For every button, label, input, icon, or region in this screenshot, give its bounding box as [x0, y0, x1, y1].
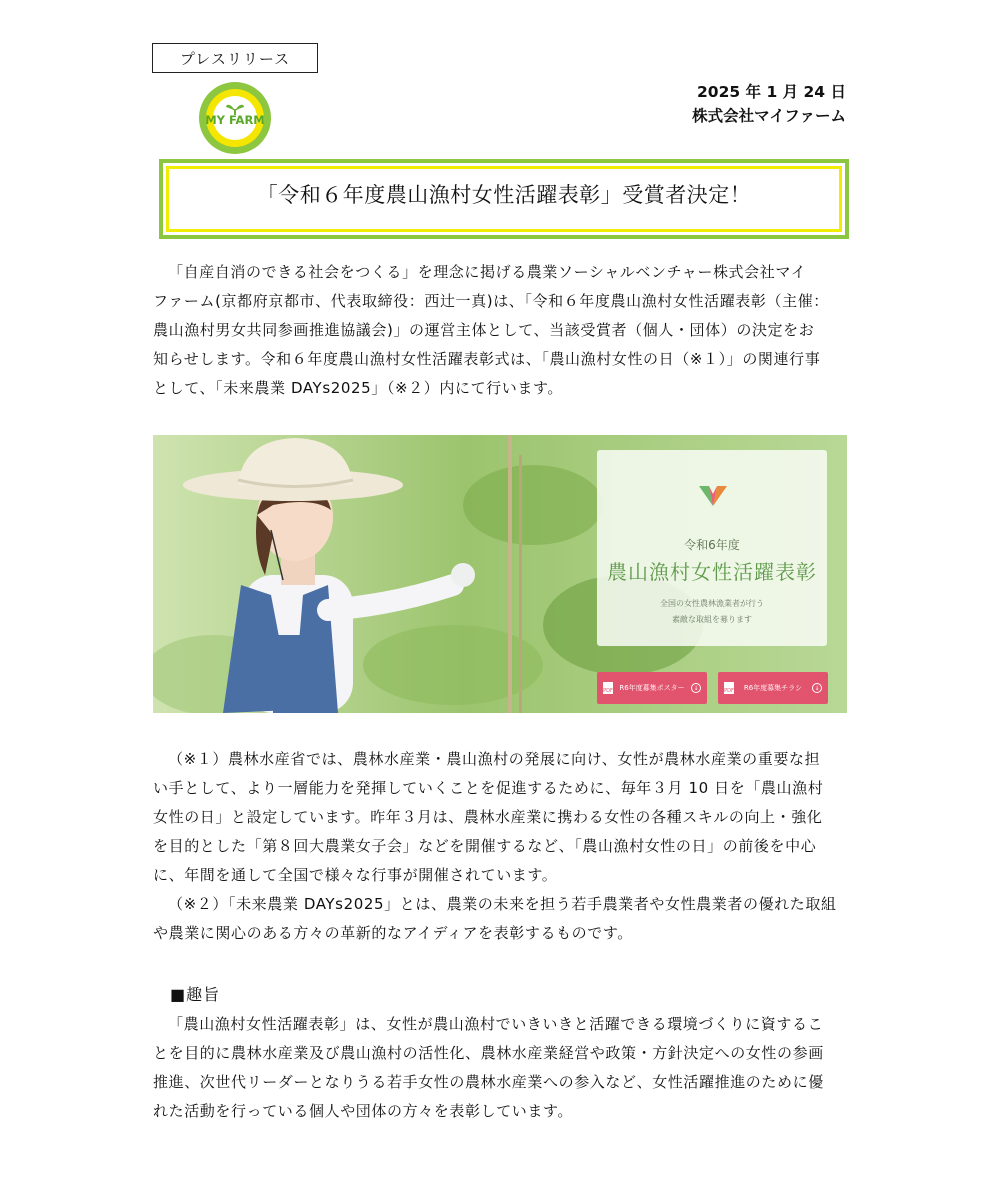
company-name: 株式会社マイファーム	[692, 107, 846, 125]
intro-line: 「自産自消のできる社会をつくる」を理念に掲げる農業ソーシャルベンチャー株式会社マイ	[168, 263, 807, 281]
card-title: 農山漁村女性活躍表彰	[607, 560, 817, 584]
section-heading: ■趣旨	[170, 985, 221, 1004]
my-farm-logo	[198, 81, 272, 155]
flyer-button-label: R6年度募集チラシ	[743, 684, 803, 692]
note-line: （※１）農林水産省では、農林水産業・農山漁村の発展に向け、女性が農林水産業の重要な担	[168, 750, 821, 768]
svg-text:MY FARM: MY FARM	[205, 113, 265, 127]
note-line: を目的とした「第８回大農業女子会」などを開催するなど、「農山漁村女性の日」の前後を中心	[153, 837, 817, 855]
card-desc-line: 全国の女性農林漁業者が行う	[660, 599, 764, 608]
poster-download-button[interactable]	[597, 672, 707, 704]
note-line: い手として、より一層能力を発揮していくことを促進するために、毎年３月 10 日を「農山漁村	[153, 779, 824, 797]
note-line: 女性の日」と設定しています。昨年３月は、農林水産業に携わる女性の各種スキルの向上・強化	[153, 808, 823, 826]
download-icon: ↓	[691, 683, 701, 693]
pdf-icon: PDF	[724, 682, 734, 694]
award-card	[597, 450, 827, 646]
purpose-line: 推進、次世代リーダーとなりうる若手女性の農林水産業への参入など、女性活躍推進のために優	[153, 1073, 824, 1091]
hero-banner-image	[153, 435, 847, 713]
intro-line: として、「未来農業 DAYs2025」（※２）内にて行います。	[153, 379, 563, 397]
note-line: に、年間を通して全国で様々な行事が開催されています。	[153, 866, 558, 884]
award-emblem-icon	[697, 484, 729, 508]
intro-line: ファーム(京都府京都市、代表取締役：西辻一真)は、「令和６年度農山漁村女性活躍表彰（主催：	[153, 292, 829, 310]
card-description	[597, 596, 827, 628]
poster-button-label: R6年度募集ポスター	[619, 684, 685, 692]
press-release-tag: プレスリリース	[152, 43, 318, 73]
purpose-line: とを目的に農林水産業及び農山漁村の活性化、農林水産業経営や政策・方針決定への女性の参画	[153, 1044, 824, 1062]
flyer-download-button[interactable]	[718, 672, 828, 704]
purpose-line: れた活動を行っている個人や団体の方々を表彰しています。	[153, 1102, 574, 1120]
title-frame	[159, 159, 849, 239]
page-title: 「令和６年度農山漁村女性活躍表彰」受賞者決定！	[166, 166, 842, 232]
note-line: （※２）「未来農業 DAYs2025」とは、農業の未来を担う若手農業者や女性農業者の優れた取組	[168, 895, 837, 913]
purpose-line: 「農山漁村女性活躍表彰」は、女性が農山漁村でいきいきと活躍できる環境づくりに資するこ	[168, 1015, 824, 1033]
intro-paragraph	[153, 258, 848, 403]
release-date: 2025 年 1 月 24 日	[697, 83, 846, 101]
release-meta	[692, 80, 846, 128]
download-icon: ↓	[812, 683, 822, 693]
intro-line: 農山漁村男女共同参画推進協議会)」の運営主体として、当該受賞者（個人・団体）の決定をお	[153, 321, 815, 339]
card-desc-line: 素敵な取組を募ります	[672, 615, 752, 624]
pdf-icon: PDF	[603, 682, 613, 694]
note-line: や農業に関心のある方々の革新的なアイディアを表彰するものです。	[153, 924, 633, 942]
notes-paragraph	[153, 745, 848, 948]
intro-line: 知らせします。令和６年度農山漁村女性活躍表彰式は、「農山漁村女性の日（※１）」の関連行事	[153, 350, 821, 368]
card-subtitle: 令和6年度	[684, 538, 740, 552]
purpose-paragraph	[153, 1010, 848, 1126]
